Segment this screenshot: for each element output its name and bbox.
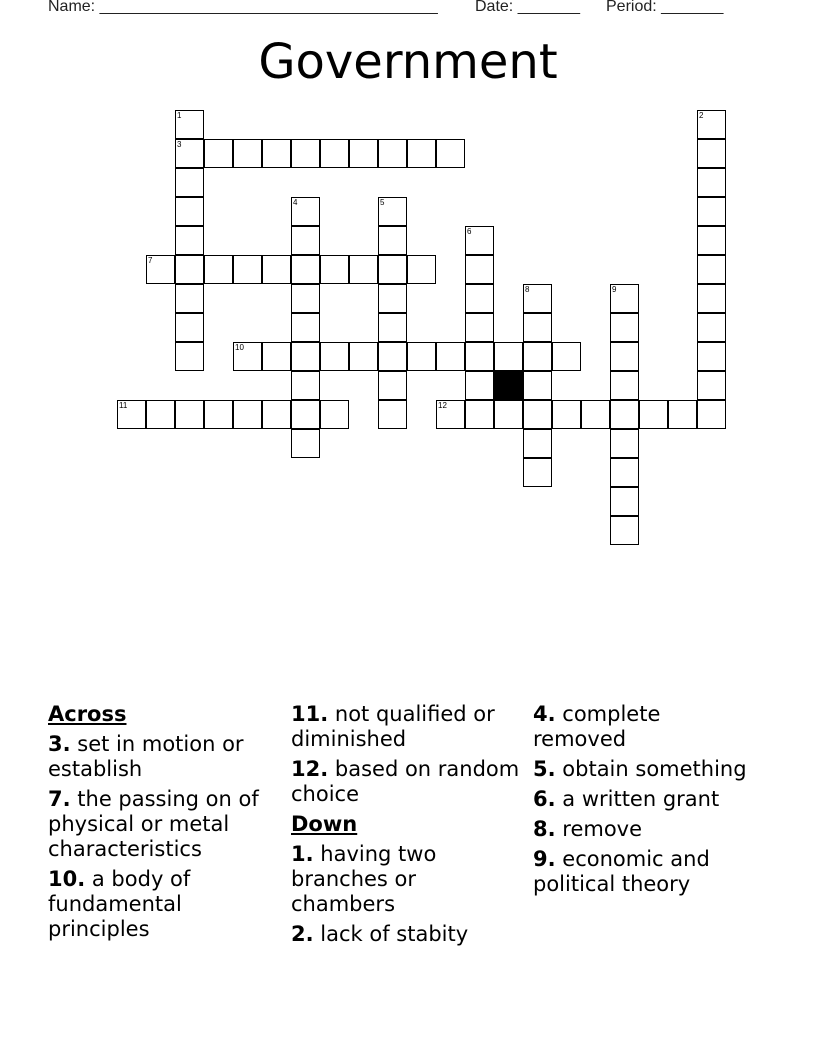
grid-cell[interactable] bbox=[465, 342, 494, 371]
cell-number: 1 bbox=[177, 111, 182, 120]
grid-cell[interactable] bbox=[291, 197, 320, 226]
clue-column-2 bbox=[291, 702, 521, 952]
clue-across-11 bbox=[291, 702, 521, 752]
grid-cell[interactable] bbox=[697, 342, 726, 371]
clue-across-7 bbox=[48, 787, 288, 862]
grid-cell[interactable] bbox=[146, 255, 175, 284]
grid-cell[interactable] bbox=[523, 400, 552, 429]
grid-cell[interactable] bbox=[610, 487, 639, 516]
grid-cell[interactable] bbox=[349, 255, 378, 284]
grid-cell[interactable] bbox=[697, 255, 726, 284]
grid-cell[interactable] bbox=[436, 342, 465, 371]
grid-cell[interactable] bbox=[465, 400, 494, 429]
grid-cell[interactable] bbox=[233, 400, 262, 429]
cell-number: 8 bbox=[525, 285, 530, 294]
grid-cell[interactable] bbox=[610, 342, 639, 371]
grid-cell[interactable] bbox=[291, 429, 320, 458]
grid-cell[interactable] bbox=[523, 313, 552, 342]
clue-number: 8. bbox=[533, 817, 556, 841]
clue-text: not qualified or diminished bbox=[291, 702, 495, 751]
clue-across-12 bbox=[291, 757, 521, 807]
grid-cell[interactable] bbox=[378, 313, 407, 342]
grid-cell[interactable] bbox=[697, 139, 726, 168]
grid-cell[interactable] bbox=[262, 255, 291, 284]
clue-number: 11. bbox=[291, 702, 329, 726]
grid-cell[interactable] bbox=[349, 342, 378, 371]
clue-text: set in motion or establish bbox=[48, 732, 244, 781]
clue-number: 5. bbox=[533, 757, 556, 781]
period-field-label: Period: _______ bbox=[606, 0, 724, 15]
grid-cell[interactable] bbox=[175, 313, 204, 342]
grid-cell[interactable] bbox=[233, 342, 262, 371]
grid-cell[interactable] bbox=[175, 197, 204, 226]
grid-cell[interactable] bbox=[378, 400, 407, 429]
grid-cell[interactable] bbox=[291, 255, 320, 284]
clue-down-2 bbox=[291, 922, 521, 947]
clue-number: 3. bbox=[48, 732, 71, 756]
grid-cell[interactable] bbox=[610, 313, 639, 342]
grid-cell[interactable] bbox=[204, 400, 233, 429]
grid-cell[interactable] bbox=[697, 371, 726, 400]
grid-cell[interactable] bbox=[552, 400, 581, 429]
clue-number: 10. bbox=[48, 867, 86, 891]
grid-cell[interactable] bbox=[465, 255, 494, 284]
grid-cell[interactable] bbox=[523, 371, 552, 400]
cell-number: 2 bbox=[699, 111, 704, 120]
puzzle-title: Government bbox=[258, 34, 558, 90]
grid-cell[interactable] bbox=[465, 284, 494, 313]
grid-cell[interactable] bbox=[204, 255, 233, 284]
grid-cell[interactable] bbox=[175, 139, 204, 168]
clue-text: the passing on of physical or metal characteristics bbox=[48, 787, 259, 861]
grid-cell[interactable] bbox=[378, 371, 407, 400]
grid-cell[interactable] bbox=[465, 226, 494, 255]
grid-cell[interactable] bbox=[436, 400, 465, 429]
clue-across-3 bbox=[48, 732, 288, 782]
grid-cell[interactable] bbox=[552, 342, 581, 371]
clue-number: 9. bbox=[533, 847, 556, 871]
grid-cell[interactable] bbox=[697, 284, 726, 313]
grid-cell[interactable] bbox=[697, 168, 726, 197]
grid-cell[interactable] bbox=[697, 110, 726, 139]
clue-number: 1. bbox=[291, 842, 314, 866]
clue-text: a body of fundamental principles bbox=[48, 867, 191, 941]
grid-cell[interactable] bbox=[581, 400, 610, 429]
clue-down-8 bbox=[533, 817, 753, 842]
clue-text: lack of stabity bbox=[320, 922, 469, 946]
grid-cell[interactable] bbox=[610, 371, 639, 400]
grid-cell[interactable] bbox=[320, 255, 349, 284]
cell-number: 3 bbox=[177, 140, 182, 149]
clue-number: 2. bbox=[291, 922, 314, 946]
clue-text: remove bbox=[562, 817, 643, 841]
clue-column-3 bbox=[533, 702, 753, 902]
clue-down-6 bbox=[533, 787, 753, 812]
clue-down-5 bbox=[533, 757, 753, 782]
grid-cell[interactable] bbox=[639, 400, 668, 429]
grid-cell[interactable] bbox=[146, 400, 175, 429]
grid-cell[interactable] bbox=[320, 400, 349, 429]
grid-cell[interactable] bbox=[523, 458, 552, 487]
grid-cell[interactable] bbox=[291, 139, 320, 168]
grid-cell[interactable] bbox=[523, 429, 552, 458]
grid-cell[interactable] bbox=[291, 371, 320, 400]
clue-text: having two branches or chambers bbox=[291, 842, 437, 916]
clue-number: 4. bbox=[533, 702, 556, 726]
grid-cell[interactable] bbox=[378, 342, 407, 371]
date-field-label: Date: _______ bbox=[475, 0, 580, 15]
cell-number: 12 bbox=[438, 401, 447, 410]
grid-cell[interactable] bbox=[117, 400, 146, 429]
grid-cell[interactable] bbox=[610, 400, 639, 429]
grid-cell[interactable] bbox=[697, 400, 726, 429]
clue-text: economic and political theory bbox=[533, 847, 710, 896]
grid-cell[interactable] bbox=[291, 226, 320, 255]
grid-cell[interactable] bbox=[523, 342, 552, 371]
grid-cell[interactable] bbox=[320, 342, 349, 371]
down-heading: Down bbox=[291, 812, 358, 836]
grid-cell[interactable] bbox=[494, 400, 523, 429]
grid-cell[interactable] bbox=[378, 197, 407, 226]
grid-cell[interactable] bbox=[233, 255, 262, 284]
grid-cell[interactable] bbox=[262, 342, 291, 371]
grid-cell[interactable] bbox=[378, 139, 407, 168]
clue-text: obtain something bbox=[562, 757, 747, 781]
cell-number: 6 bbox=[467, 227, 472, 236]
grid-cell[interactable] bbox=[175, 400, 204, 429]
clue-down-4 bbox=[533, 702, 753, 752]
grid-cell[interactable] bbox=[262, 139, 291, 168]
grid-cell[interactable] bbox=[349, 139, 378, 168]
grid-cell[interactable] bbox=[523, 284, 552, 313]
grid-cell[interactable] bbox=[291, 284, 320, 313]
grid-cell[interactable] bbox=[320, 139, 349, 168]
grid-cell[interactable] bbox=[407, 342, 436, 371]
grid-cell[interactable] bbox=[175, 168, 204, 197]
grid-cell[interactable] bbox=[436, 139, 465, 168]
clue-number: 12. bbox=[291, 757, 329, 781]
grid-cell[interactable] bbox=[697, 313, 726, 342]
clue-text: a written grant bbox=[562, 787, 720, 811]
grid-cell[interactable] bbox=[175, 284, 204, 313]
grid-cell[interactable] bbox=[291, 342, 320, 371]
grid-cell[interactable] bbox=[610, 429, 639, 458]
grid-cell[interactable] bbox=[610, 284, 639, 313]
grid-cell[interactable] bbox=[175, 342, 204, 371]
grid-cell[interactable] bbox=[697, 226, 726, 255]
cell-number: 5 bbox=[380, 198, 385, 207]
grid-cell[interactable] bbox=[204, 139, 233, 168]
grid-cell[interactable] bbox=[262, 400, 291, 429]
cell-number: 10 bbox=[235, 343, 244, 352]
grid-cell[interactable] bbox=[407, 139, 436, 168]
cell-number: 7 bbox=[148, 256, 153, 265]
grid-cell[interactable] bbox=[291, 400, 320, 429]
grid-cell[interactable] bbox=[378, 255, 407, 284]
clue-down-9 bbox=[533, 847, 753, 897]
clue-across-10 bbox=[48, 867, 288, 942]
grid-cell[interactable] bbox=[291, 313, 320, 342]
clue-number: 6. bbox=[533, 787, 556, 811]
grid-cell[interactable] bbox=[233, 139, 262, 168]
clue-down-1 bbox=[291, 842, 521, 917]
cell-number: 9 bbox=[612, 285, 617, 294]
clue-text: complete removed bbox=[533, 702, 661, 751]
clue-number: 7. bbox=[48, 787, 71, 811]
grid-cell[interactable] bbox=[407, 255, 436, 284]
clue-column-1 bbox=[48, 702, 288, 947]
clue-text: based on random choice bbox=[291, 757, 520, 806]
grid-cell[interactable] bbox=[697, 197, 726, 226]
grid-cell[interactable] bbox=[175, 255, 204, 284]
across-heading: Across bbox=[48, 702, 127, 726]
grid-cell[interactable] bbox=[494, 342, 523, 371]
grid-cell[interactable] bbox=[175, 226, 204, 255]
grid-cell[interactable] bbox=[668, 400, 697, 429]
grid-cell[interactable] bbox=[175, 110, 204, 139]
grid-cell[interactable] bbox=[378, 226, 407, 255]
name-field-label: Name: ______________________________________ bbox=[48, 0, 438, 15]
cell-number: 4 bbox=[293, 198, 298, 207]
cell-number: 11 bbox=[119, 401, 128, 410]
black-square bbox=[494, 371, 523, 400]
grid-cell[interactable] bbox=[465, 371, 494, 400]
grid-cell[interactable] bbox=[610, 516, 639, 545]
grid-cell[interactable] bbox=[378, 284, 407, 313]
grid-cell[interactable] bbox=[465, 313, 494, 342]
grid-cell[interactable] bbox=[610, 458, 639, 487]
